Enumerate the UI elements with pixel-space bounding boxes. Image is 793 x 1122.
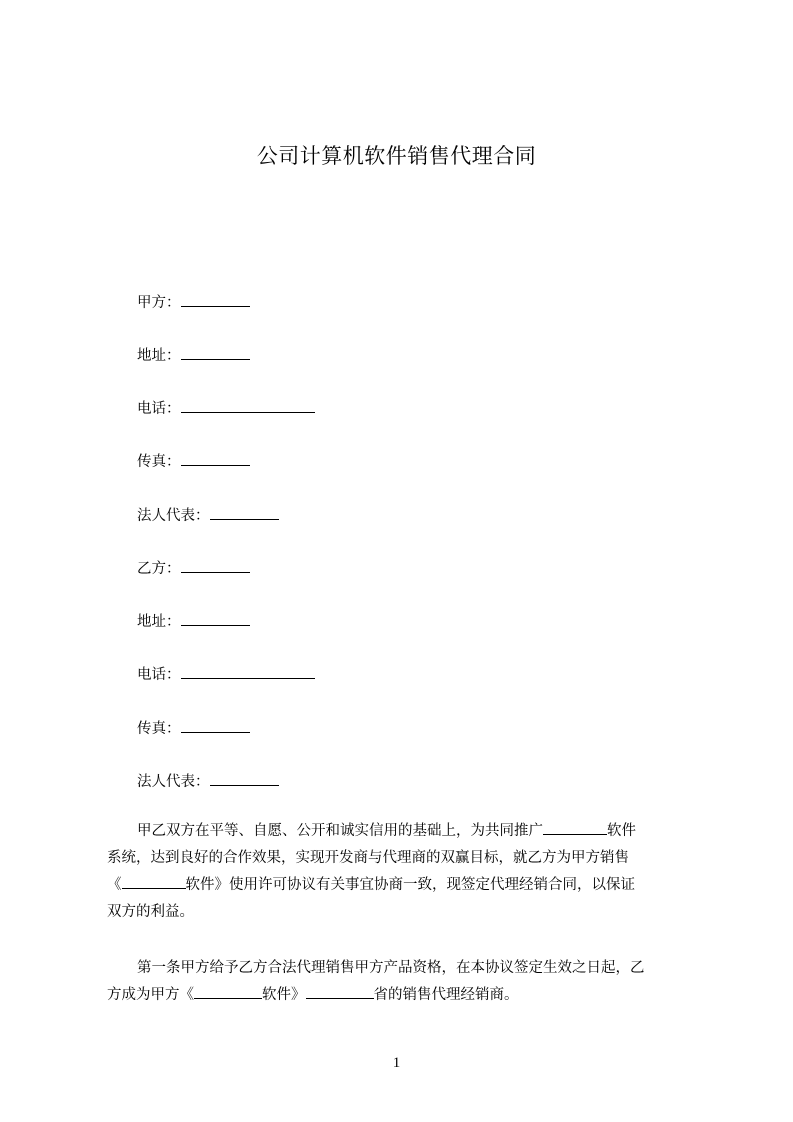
software-name-blank xyxy=(543,820,607,835)
party-b-address-label: 地址： xyxy=(137,614,181,630)
party-b-address-field xyxy=(137,611,250,632)
party-a-phone-blank xyxy=(181,398,315,413)
preamble-text-3b: 软件》使用许可协议有关事宜协商一致，现签定代理经销合同，以保证 xyxy=(185,877,635,893)
article-1-text-2b: 软件》 xyxy=(262,987,306,1003)
preamble-text-1b: 软件 xyxy=(607,823,636,839)
party-b-legal-rep-label: 法人代表： xyxy=(137,774,210,790)
party-b-phone-label: 电话： xyxy=(137,667,181,683)
party-a-name-label: 甲方： xyxy=(137,295,181,311)
document-title: 公司计算机软件销售代理合同 xyxy=(256,144,537,168)
party-a-phone-field xyxy=(137,398,315,419)
province-blank xyxy=(306,984,374,999)
party-a-fax-label: 传真： xyxy=(137,454,181,470)
party-a-legal-rep-blank xyxy=(210,505,279,520)
party-a-legal-rep-field xyxy=(137,505,279,526)
preamble-line-1 xyxy=(107,818,699,845)
party-b-fax-field xyxy=(137,718,250,739)
party-b-name-field xyxy=(137,558,250,579)
party-a-name-field xyxy=(137,292,250,313)
party-b-phone-field xyxy=(137,664,315,685)
party-a-fax-blank xyxy=(181,451,250,466)
party-a-address-field xyxy=(137,345,250,366)
party-b-name-blank xyxy=(181,558,250,573)
software-title-blank xyxy=(122,874,186,889)
party-a-name-blank xyxy=(181,292,250,307)
preamble-line-2: 系统，达到良好的合作效果，实现开发商与代理商的双赢目标，就乙方为甲方销售 xyxy=(107,850,629,866)
party-b-address-blank xyxy=(181,611,250,626)
party-a-phone-label: 电话： xyxy=(137,401,181,417)
preamble-line-3 xyxy=(107,872,699,899)
party-b-legal-rep-blank xyxy=(210,771,279,786)
article-1-line-2 xyxy=(107,982,699,1009)
article-1-text-2c: 省的销售代理经销商。 xyxy=(373,987,519,1003)
party-a-fax-field xyxy=(137,451,250,472)
article-1-software-blank xyxy=(194,984,262,999)
preamble-paragraph xyxy=(107,818,699,926)
party-a-address-label: 地址： xyxy=(137,348,181,364)
party-b-phone-blank xyxy=(181,664,315,679)
party-b-legal-rep-field xyxy=(137,771,279,792)
party-b-fax-label: 传真： xyxy=(137,721,181,737)
party-b-name-label: 乙方： xyxy=(137,561,181,577)
party-a-legal-rep-label: 法人代表： xyxy=(137,508,210,524)
article-1-text-2a: 方成为甲方《 xyxy=(107,987,194,1003)
article-1-line-1: 第一条甲方给予乙方合法代理销售甲方产品资格，在本协议签定生效之日起，乙 xyxy=(137,960,645,976)
party-b-fax-blank xyxy=(181,718,250,733)
party-a-address-blank xyxy=(181,345,250,360)
page-number: 1 xyxy=(392,1055,401,1071)
preamble-line-4: 双方的利益。 xyxy=(107,904,194,920)
preamble-text-1a: 甲乙双方在平等、自愿、公开和诚实信用的基础上，为共同推广 xyxy=(137,823,543,839)
article-1-paragraph xyxy=(107,955,699,1009)
preamble-text-3a: 《 xyxy=(107,877,122,893)
